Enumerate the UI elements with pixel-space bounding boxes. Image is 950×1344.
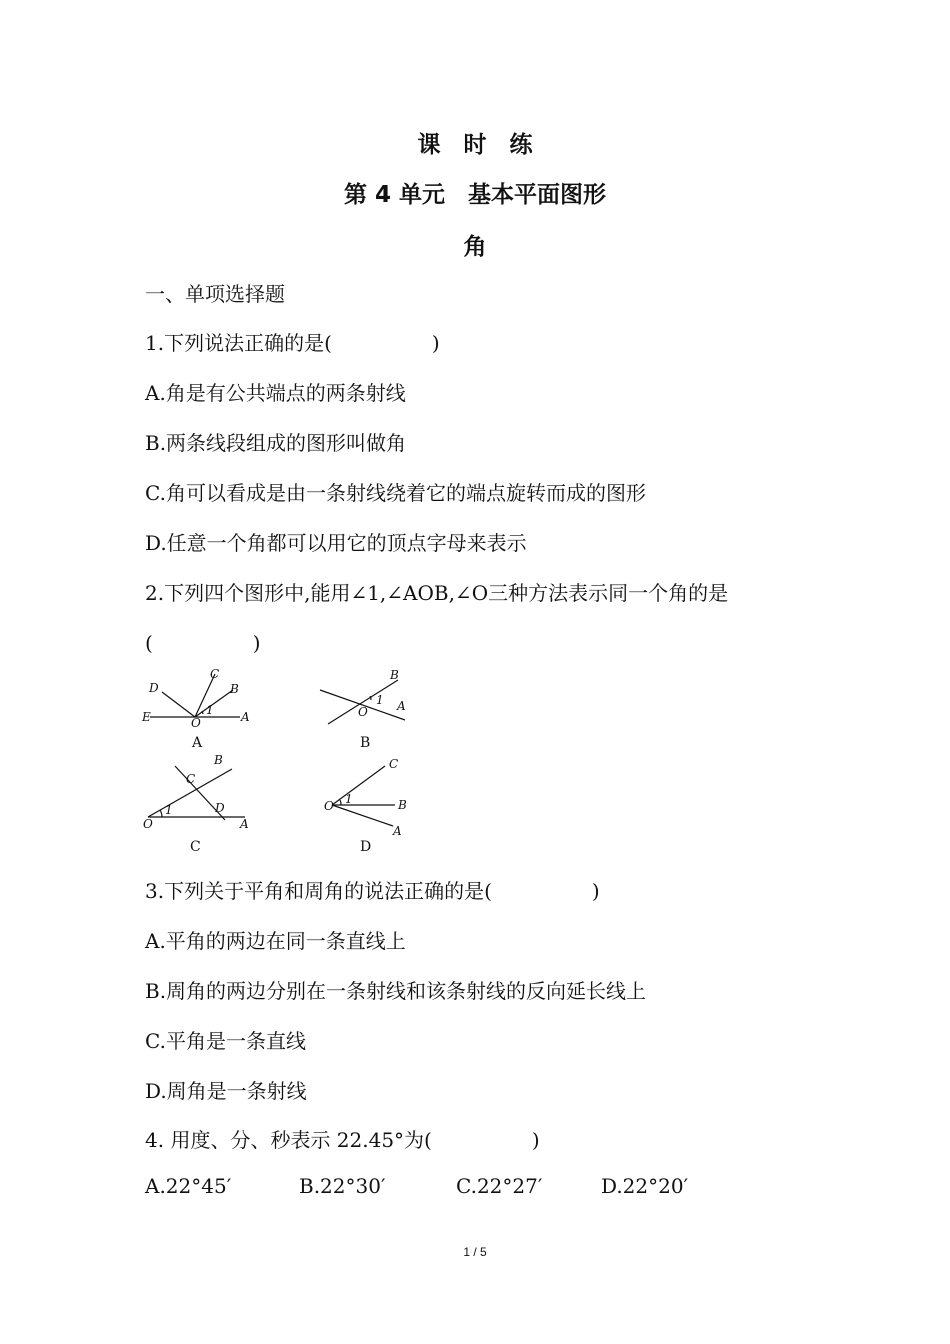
- fig-a-label-a: A: [241, 710, 250, 724]
- fig-d-label-a: A: [393, 824, 402, 838]
- q4-stem: 4. 用度、分、秒表示 22.45°为( ): [145, 1128, 540, 1152]
- q1-option-a: A.角是有公共端点的两条射线: [145, 381, 406, 405]
- q3-option-b: B.周角的两边分别在一条射线和该条射线的反向延长线上: [145, 979, 647, 1003]
- q3-option-a: A.平角的两边在同一条直线上: [145, 929, 406, 953]
- fig-d-caption: D: [360, 839, 372, 855]
- q1-option-b: B.两条线段组成的图形叫做角: [145, 431, 407, 455]
- fig-a-label-o: O: [191, 716, 201, 730]
- q2-stem-cont: ( ): [145, 631, 261, 655]
- page-number: 1 / 5: [463, 1245, 487, 1259]
- q3-option-c: C.平角是一条直线: [145, 1029, 306, 1053]
- q4-option-b: B.22°30′: [299, 1174, 386, 1198]
- q3-option-d: D.周角是一条射线: [145, 1079, 307, 1103]
- fig-d-label-c: C: [389, 757, 399, 771]
- fig-c-caption: C: [190, 839, 201, 855]
- fig-b-label-o: O: [358, 705, 368, 719]
- fig-b-label-a: A: [397, 699, 406, 713]
- section-heading: 一、单项选择题: [145, 282, 285, 306]
- fig-b-caption: B: [360, 735, 371, 751]
- fig-a-caption: A: [192, 735, 203, 751]
- q4-option-c: C.22°27′: [456, 1174, 543, 1198]
- q1-option-d: D.任意一个角都可以用它的顶点字母来表示: [145, 531, 527, 555]
- fig-c-label-a: A: [240, 817, 249, 831]
- fig-a-label-c: C: [210, 667, 220, 681]
- doc-title: 课 时 练: [417, 132, 533, 158]
- fig-d-label-b: B: [398, 798, 407, 812]
- q1-stem: 1.下列说法正确的是( ): [145, 331, 440, 355]
- lesson-title: 角: [463, 234, 487, 260]
- fig-b-label-1: 1: [376, 693, 384, 707]
- q3-stem: 3.下列关于平角和周角的说法正确的是( ): [145, 879, 600, 903]
- fig-c-label-d: D: [215, 801, 225, 815]
- fig-c-label-1: 1: [165, 803, 173, 817]
- q2-stem: 2.下列四个图形中,能用∠1,∠AOB,∠O三种方法表示同一个角的是: [145, 581, 729, 605]
- unit-title: 第 4 单元 基本平面图形: [343, 182, 607, 208]
- q2-figures: [140, 662, 430, 857]
- fig-c-label-b: B: [214, 753, 223, 767]
- q4-option-d: D.22°20′: [601, 1174, 689, 1198]
- fig-d-label-o: O: [324, 799, 334, 813]
- fig-d-label-1: 1: [345, 792, 353, 806]
- fig-a-label-1: 1: [206, 703, 214, 717]
- q1-option-c: C.角可以看成是由一条射线绕着它的端点旋转而成的图形: [145, 481, 646, 505]
- q4-option-a: A.22°45′: [145, 1174, 232, 1198]
- fig-a-label-b: B: [230, 682, 239, 696]
- fig-a-label-d: D: [149, 681, 159, 695]
- fig-c-label-o: O: [143, 817, 153, 831]
- fig-b-label-b: B: [390, 668, 399, 682]
- fig-c-label-c: C: [186, 772, 196, 786]
- fig-a-label-e: E: [142, 710, 151, 724]
